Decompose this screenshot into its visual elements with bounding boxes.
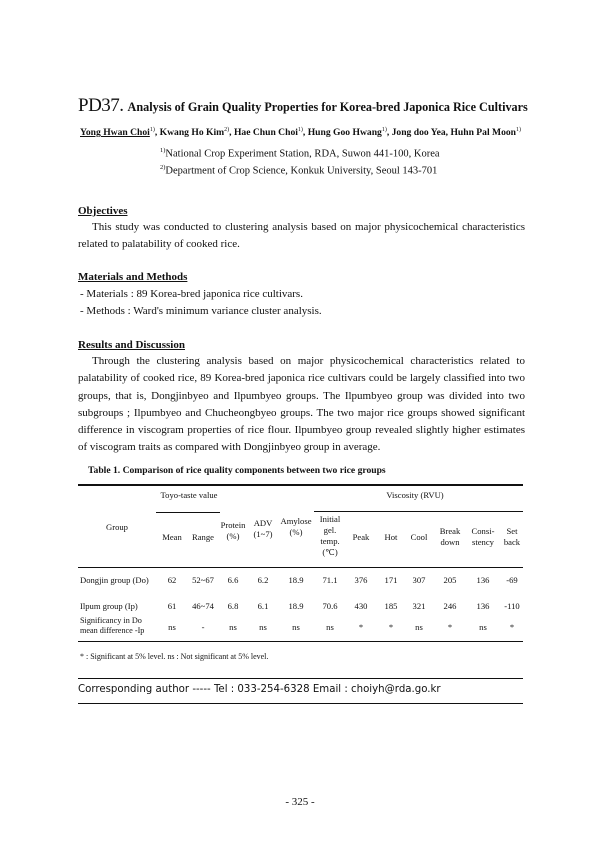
header-group: Group xyxy=(106,522,128,532)
row-label: Dongjin group (Do) xyxy=(80,575,149,585)
table-cell: 62 xyxy=(167,575,177,585)
author-name: Hae Chun Choi xyxy=(233,127,298,139)
paper-code: PD37. xyxy=(78,95,124,116)
author-4 xyxy=(308,127,392,138)
table-cell: 136 xyxy=(476,575,490,585)
header-setback: Set back xyxy=(503,526,521,547)
table-cell: ns xyxy=(259,622,267,632)
table-cell: 205 xyxy=(443,575,457,585)
methods-item-methods: - Methods : Ward's minimum variance cluster analysis. xyxy=(80,305,322,317)
table-cell: * xyxy=(388,622,394,632)
objectives-text: This study was conducted to clustering analysis based on major physicochemical characteristics related to palatability of cooked rice. xyxy=(78,221,525,251)
author-sup: 1) xyxy=(381,127,387,133)
page-number: - 325 - xyxy=(285,796,315,808)
paper-title-text: Analysis of Grain Quality Properties for Korea-bred Japonica Rice Cultivars xyxy=(127,100,528,114)
table-cell: 61 xyxy=(167,601,177,611)
table-cell: ns xyxy=(292,622,300,632)
table-cell: 6.1 xyxy=(257,601,269,611)
results-paragraph xyxy=(78,353,525,457)
viscosity-underline xyxy=(314,511,523,512)
toyo-underline xyxy=(156,512,220,513)
affiliation-1 xyxy=(160,147,440,160)
table-top-rule xyxy=(78,484,523,486)
header-hot: Hot xyxy=(384,532,398,542)
header-viscosity: Viscosity (RVU) xyxy=(386,490,444,500)
corresponding-bottom-rule xyxy=(78,703,523,704)
header-toyo: Toyo-taste value xyxy=(160,490,218,500)
row-label: Ilpum group (Ip) xyxy=(80,601,138,611)
author-2 xyxy=(160,127,234,138)
header-mean: Mean xyxy=(162,532,182,542)
table-cell: 430 xyxy=(354,601,368,611)
author-5 xyxy=(392,127,451,138)
table-cell: -110 xyxy=(504,601,520,611)
author-separator: , xyxy=(229,127,234,139)
table-cell: 185 xyxy=(384,601,398,611)
table-cell: ns xyxy=(479,622,487,632)
table-cell: ns xyxy=(168,622,176,632)
table-cell: * xyxy=(358,622,364,632)
table-cell: ns xyxy=(229,622,237,632)
affiliation-2 xyxy=(160,164,437,177)
header-cool: Cool xyxy=(410,532,428,542)
author-separator: , xyxy=(154,127,160,139)
objectives-paragraph xyxy=(78,219,525,254)
table-cell: -69 xyxy=(506,575,518,585)
table-cell: 52~67 xyxy=(192,575,214,585)
table-cell: 71.1 xyxy=(322,575,338,585)
header-initial: Initial gel. temp. (℃) xyxy=(319,514,341,557)
author-name: Hung Goo Hwang xyxy=(307,127,382,139)
table-cell: 6.8 xyxy=(227,601,239,611)
header-range: Range xyxy=(192,532,214,542)
methods-heading: Materials and Methods xyxy=(78,271,188,283)
table-cell: 321 xyxy=(412,601,426,611)
table-cell: 376 xyxy=(354,575,368,585)
table-cell: 46~74 xyxy=(192,601,214,611)
header-peak: Peak xyxy=(352,532,370,542)
table-caption: Table 1. Comparison of rice quality components between two rice groups xyxy=(88,465,386,476)
results-text: Through the clustering analysis based on major physicochemical characteristics related to palatability of cooked rice, 89 Korea-bred japonica rice cultivars could be largely classified into two groups, that is, Dongjinbyeo and Ilpumbyeo groups. The Ilpumbyeo group was divided into two subgroups ; Ilpumbyeo and Chucheongbyeo groups. The two major rice groups showed significant difference in viscogram properties of rice flour. Ilpumbyeo group revealed slightly higher estimates of viscogram traits as compared with Dongjinbyeo group in average. xyxy=(78,355,525,454)
author-name: Yong Hwan Choi xyxy=(80,127,150,139)
table-header-rule xyxy=(78,567,523,568)
author-name: Huhn Pal Moon xyxy=(450,127,517,139)
table-cell: 18.9 xyxy=(288,575,304,585)
author-name: Jong doo Yea xyxy=(391,127,446,139)
table-footnote: * : Significant at 5% level. ns : Not significant at 5% level. xyxy=(80,652,269,661)
affiliation-2-sup: 2) xyxy=(160,164,166,171)
table-cell: 6.2 xyxy=(257,575,269,585)
author-separator: , xyxy=(445,127,451,139)
table-cell: 18.9 xyxy=(288,601,304,611)
table-cell: 136 xyxy=(476,601,490,611)
author-3 xyxy=(234,127,308,138)
author-1 xyxy=(80,127,160,138)
header-consistency: Consi- stency xyxy=(471,526,495,547)
author-sup: 1) xyxy=(149,127,155,133)
header-protein: Protein (%) xyxy=(220,520,246,541)
paper-title xyxy=(78,95,528,117)
author-separator: , xyxy=(386,127,392,139)
affiliation-1-text: National Crop Experiment Station, RDA, Suwon 441-100, Korea xyxy=(165,148,440,160)
author-6 xyxy=(450,127,521,138)
table-cell: ns xyxy=(415,622,423,632)
header-amylose: Amylose (%) xyxy=(280,516,312,537)
objectives-heading: Objectives xyxy=(78,205,128,217)
author-list xyxy=(80,127,521,138)
table-cell: 171 xyxy=(384,575,398,585)
table-cell: * xyxy=(447,622,453,632)
table-cell: - xyxy=(201,622,205,632)
table-cell: 6.6 xyxy=(227,575,239,585)
results-heading: Results and Discussion xyxy=(78,339,185,351)
affiliation-2-text: Department of Crop Science, Konkuk University, Seoul 143-701 xyxy=(165,165,438,177)
corresponding-top-rule xyxy=(78,678,523,679)
table-cell: 307 xyxy=(412,575,426,585)
header-adv: ADV (1~7) xyxy=(253,518,273,539)
methods-item-materials: - Materials : 89 Korea-bred japonica rice cultivars. xyxy=(80,288,303,300)
table-cell: 70.6 xyxy=(322,601,338,611)
author-sup: 1) xyxy=(516,127,522,133)
corresponding-author: Corresponding author ----- Tel : 033-254-6328 Email : choiyh@rda.go.kr xyxy=(78,684,441,695)
author-sup: 1) xyxy=(297,127,303,133)
table-cell: * xyxy=(509,622,515,632)
table-bottom-rule xyxy=(78,641,523,642)
author-name: Kwang Ho Kim xyxy=(159,127,225,139)
table-cell: ns xyxy=(326,622,334,632)
row-label: Significancy in Do mean difference -Ip xyxy=(80,616,145,635)
table-cell: 246 xyxy=(443,601,457,611)
author-sup: 2) xyxy=(224,127,230,133)
affiliation-1-sup: 1) xyxy=(160,147,166,154)
author-separator: , xyxy=(302,127,308,139)
header-breakdown: Break down xyxy=(439,526,461,547)
